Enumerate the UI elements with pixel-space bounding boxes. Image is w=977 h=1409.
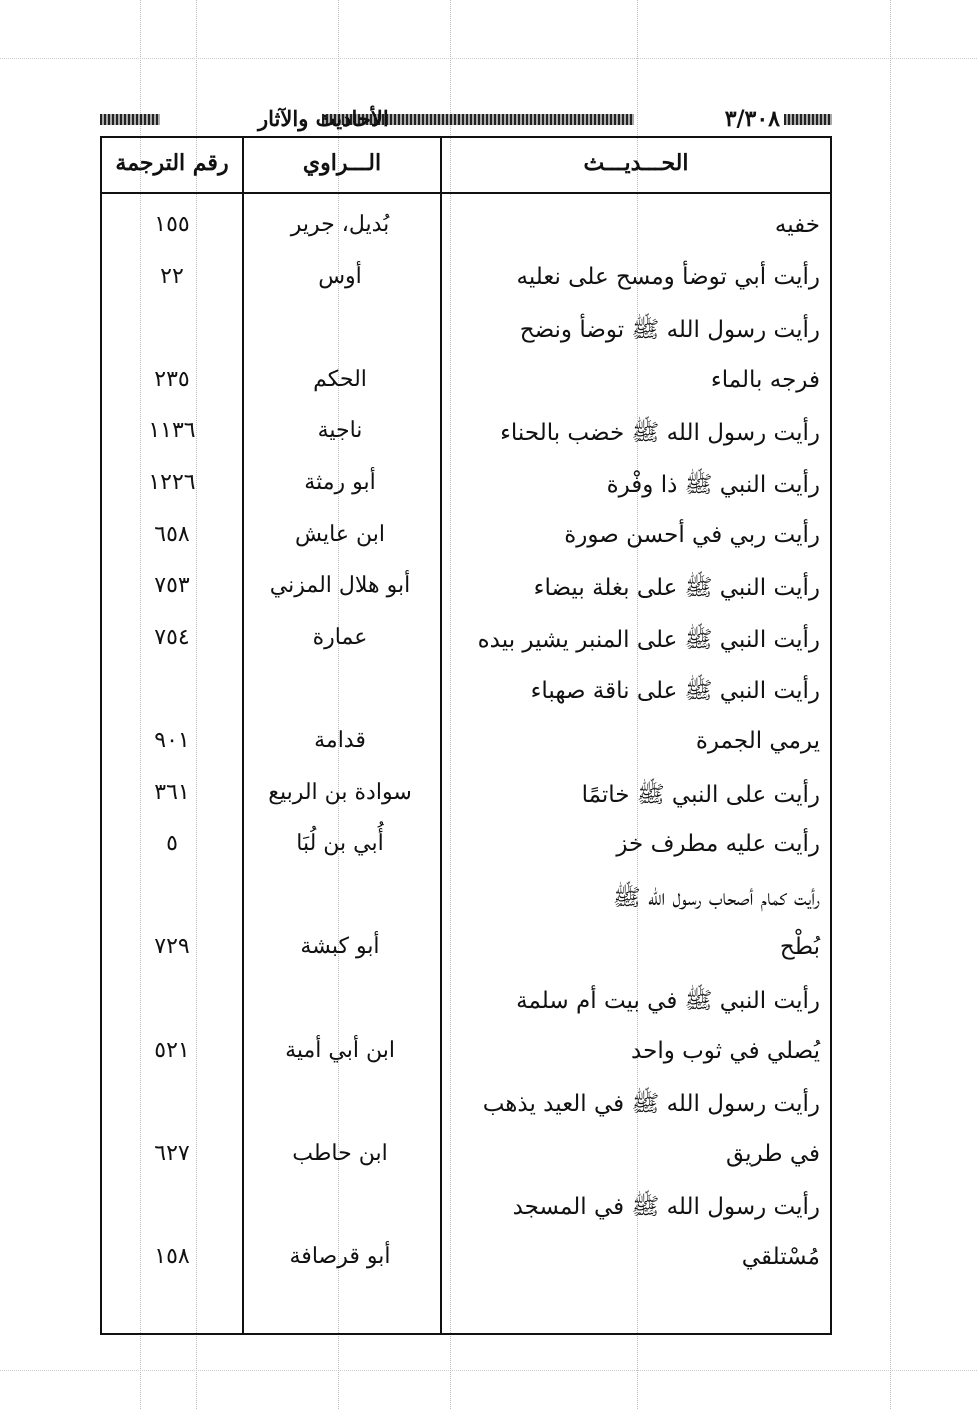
narrator-cell: أبو كبشة [300, 934, 380, 960]
table-row [102, 418, 830, 470]
table-row [102, 728, 830, 780]
header-divider [102, 192, 830, 194]
entry-number-cell: ٧٥٣ [154, 573, 190, 599]
narrator-cell: سوادة بن الربيع [268, 779, 412, 805]
entry-number-cell: ١٥٨ [154, 1244, 190, 1269]
narrator-cell: ابن أبي أمية [285, 1037, 395, 1063]
hadith-cell: رأيت النبي ﷺ في بيت أم سلمة [516, 988, 820, 1014]
narrator-cell: قدامة [314, 728, 366, 753]
hadith-cell: يرمي الجمرة [695, 728, 820, 754]
index-table [100, 136, 832, 1335]
header-ornament [784, 114, 832, 125]
entry-number-cell: ٧٥٤ [154, 624, 190, 650]
guide-line [0, 1370, 977, 1371]
column-header-narrator: الـــراوي [302, 150, 382, 176]
hadith-cell: رأيت النبي ﷺ على بغلة بيضاء [533, 575, 820, 602]
hadith-cell: في طريق [725, 1140, 820, 1167]
narrator-cell: أُبي بن لُبَا [296, 831, 384, 857]
narrator-cell: أبو رمثة [304, 470, 376, 495]
entry-number-cell: ٥ [166, 831, 178, 857]
table-row [102, 780, 830, 832]
table-row [102, 986, 830, 1038]
table-row [102, 883, 830, 935]
hadith-cell: فرجه بالماء [710, 366, 820, 393]
guide-line [890, 0, 891, 1409]
entry-number-cell: ٣٦١ [154, 779, 190, 805]
hadith-cell: خفيه [774, 212, 820, 238]
table-row [102, 367, 830, 419]
table-row [102, 625, 830, 677]
hadith-cell: رأيت أبي توضأ ومسح على نعليه [516, 263, 820, 290]
table-row [102, 1192, 830, 1244]
hadith-cell: رأيت رسول الله ﷺ في العيد يذهب [482, 1091, 820, 1118]
entry-number-cell: ٥٢١ [154, 1037, 190, 1063]
entry-number-cell: ١٢٢٦ [148, 470, 196, 495]
table-row [102, 676, 830, 728]
narrator-cell: ابن حاطب [292, 1140, 388, 1166]
table-row [102, 573, 830, 625]
page-number: ٣/٣٠٨ [724, 106, 780, 132]
entry-number-cell: ٢٣٥ [154, 366, 190, 392]
hadith-cell: بُطْح [779, 934, 820, 961]
narrator-cell: الحكم [313, 366, 367, 392]
guide-line [0, 58, 977, 59]
table-row [102, 264, 830, 316]
table-row [102, 1141, 830, 1193]
narrator-cell: أبو هلال المزني [269, 573, 411, 599]
table-row [102, 934, 830, 986]
entry-number-cell: ٧٢٩ [154, 934, 190, 960]
hadith-cell: رأيت كمام أصحاب رسول الله ﷺ [612, 884, 820, 911]
hadith-cell: رأيت رسول الله ﷺ توضأ ونضح [519, 317, 820, 344]
narrator-cell: أوس [318, 263, 362, 289]
entry-number-cell: ٦٢٧ [154, 1140, 190, 1166]
hadith-cell: رأيت رسول الله ﷺ في المسجد [512, 1194, 820, 1221]
narrator-cell: عمارة [312, 624, 368, 650]
entry-number-cell: ٩٠١ [154, 728, 190, 753]
table-row [102, 470, 830, 522]
entry-number-cell: ٦٥٨ [154, 521, 190, 547]
table-row [102, 1244, 830, 1296]
entry-number-cell: ٢٢ [160, 263, 184, 289]
table-row [102, 831, 830, 883]
table-row [102, 1038, 830, 1090]
narrator-cell: بُديل، جرير [290, 212, 390, 237]
hadith-cell: رأيت ربي في أحسن صورة [564, 521, 820, 548]
hadith-cell: رأيت النبي ﷺ على ناقة صهباء [530, 678, 820, 705]
hadith-cell: رأيت النبي ﷺ ذا وفْرة [606, 472, 820, 498]
narrator-cell: ابن عايش [295, 521, 385, 547]
column-header-hadith: الحـــديـــث [583, 150, 689, 176]
hadith-cell: رأيت على النبي ﷺ خاتمًا [581, 781, 820, 808]
hadith-cell: يُصلي في ثوب واحد [631, 1037, 820, 1064]
table-row [102, 212, 830, 264]
hadith-cell: مُسْتلقي [741, 1244, 820, 1270]
narrator-cell: أبو قرصافة [289, 1244, 391, 1269]
page-header [100, 106, 832, 132]
entry-number-cell: ١٥٥ [154, 212, 190, 237]
narrator-cell: ناجية [317, 418, 363, 444]
entry-number-cell: ١١٣٦ [148, 418, 196, 444]
table-row [102, 1089, 830, 1141]
table-row [102, 522, 830, 574]
table-row [102, 315, 830, 367]
running-title: الأحاديث والآثار [258, 106, 389, 131]
hadith-cell: رأيت النبي ﷺ على المنبر يشير بيده [477, 626, 820, 653]
column-header-entry-number: رقم الترجمة [115, 150, 229, 176]
hadith-cell: رأيت رسول الله ﷺ خضب بالحناء [500, 420, 820, 447]
header-ornament [100, 114, 160, 125]
hadith-cell: رأيت عليه مطرف خز [616, 831, 820, 858]
